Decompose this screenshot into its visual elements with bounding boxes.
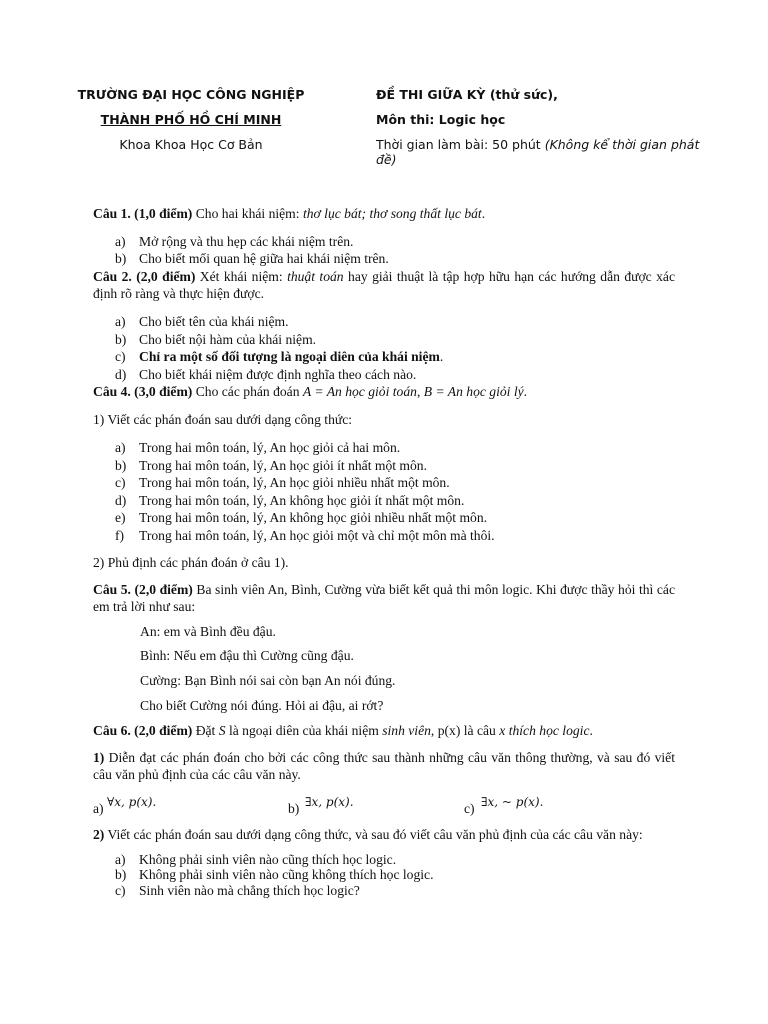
item-text: Cho biết tên của khái niệm.: [139, 314, 289, 329]
question-6: [93, 722, 593, 739]
exam-time: [376, 137, 699, 152]
item-text: Trong hai môn toán, lý, An không học giỏi ít nhất một môn.: [139, 493, 465, 508]
question-6-part-1: [93, 749, 675, 783]
item-text: Không phải sinh viên nào cũng thích học logic.: [139, 852, 397, 867]
question-4-text: Cho các phán đoán: [192, 384, 303, 399]
item-text: Trong hai môn toán, lý, An học giỏi cả hai môn.: [139, 440, 401, 455]
proposition-b: B = An học giỏi lý: [423, 384, 524, 399]
question-6-end: .: [589, 723, 593, 738]
question-4-part-2: 2) Phủ định các phán đoán ở câu 1).: [93, 555, 289, 570]
part-text: Diễn đạt các phán đoán cho bởi các công thức sau thành những câu văn thông thường, và sau đó viết câu văn phủ định của các câu văn này.: [93, 750, 675, 782]
list-item: [115, 527, 495, 544]
part-text: Viết các phán đoán sau dưới dạng công thức, và sau đó viết câu văn phủ định của các câu văn này:: [104, 827, 643, 842]
question-5-heading: Câu 5. (2,0 điểm): [93, 582, 193, 597]
list-item: [115, 457, 427, 474]
formula-label: b): [288, 801, 300, 816]
set-symbol: S: [218, 723, 226, 738]
text-fragment: , p(x) là câu: [430, 723, 500, 738]
exam-time-note: (Không kể thời gian phát: [544, 137, 700, 152]
list-item: [115, 233, 353, 250]
item-text: Trong hai môn toán, lý, An học giỏi nhiều nhất một môn.: [139, 475, 450, 490]
question-5: [93, 581, 675, 615]
exam-subject: Môn thi: Logic học: [376, 112, 506, 127]
item-label: b): [115, 332, 127, 347]
dialogue-line: Cường: Bạn Bình nói sai còn bạn An nói đúng.: [140, 673, 396, 688]
question-4-end: .: [523, 384, 528, 399]
item-label: b): [115, 458, 127, 473]
question-2-concept: thuật toán: [287, 269, 344, 284]
list-item: [115, 439, 400, 456]
list-item: [115, 331, 316, 348]
item-label: d): [115, 367, 127, 382]
item-end: .: [439, 349, 444, 364]
dialogue-line: Bình: Nếu em đậu thì Cường cũng đậu.: [140, 648, 354, 663]
item-text: Trong hai môn toán, lý, An học giỏi một và chỉ một môn mà thôi.: [139, 528, 495, 543]
part-number: 2): [93, 827, 105, 842]
list-item: [115, 866, 433, 883]
question-2-heading: Câu 2. (2,0 điểm): [93, 269, 196, 284]
item-label: f): [115, 528, 125, 543]
item-label: a): [115, 314, 126, 329]
list-item: [115, 492, 464, 509]
item-label: a): [115, 234, 126, 249]
question-4: [93, 383, 527, 400]
dialogue-line: An: em và Bình đều đậu.: [140, 624, 276, 639]
proposition-a: A = An học giỏi toán: [302, 384, 417, 399]
exam-time-label: Thời gian làm bài: 50 phút: [376, 137, 545, 152]
item-text: Không phải sinh viên nào cũng không thích học logic.: [139, 867, 434, 882]
formula-b-expression: [305, 795, 354, 809]
formula-label: c): [464, 801, 475, 816]
formula-label: a): [93, 801, 104, 816]
question-4-part-1: 1) Viết các phán đoán sau dưới dạng công thức:: [93, 412, 353, 427]
list-item: [115, 250, 389, 267]
item-label: a): [115, 440, 126, 455]
item-text: Cho biết khái niệm được định nghĩa theo cách nào.: [139, 367, 417, 382]
question-2-text: Xét khái niệm:: [195, 269, 288, 284]
item-text: Cho biết mối quan hệ giữa hai khái niệm trên.: [139, 251, 389, 266]
item-label: c): [115, 475, 126, 490]
faculty-name: Khoa Khoa Học Cơ Bản: [119, 137, 263, 152]
question-5-text: Ba sinh viên An, Bình, Cường vừa biết kết quả thi môn logic. Khi được thầy hỏi thì các em trả lời như sau:: [93, 582, 675, 614]
list-item: [115, 509, 487, 526]
question-6-heading: Câu 6. (2,0 điểm): [93, 723, 193, 738]
list-item: [115, 882, 360, 899]
formula-end: .: [349, 795, 354, 809]
item-text: Cho biết nội hàm của khái niệm.: [139, 332, 317, 347]
item-label: e): [115, 510, 126, 525]
question-1-concepts: thơ lục bát; thơ song thất lục bát: [302, 206, 482, 221]
item-label: a): [115, 852, 126, 867]
part-number: 1): [93, 750, 105, 765]
item-text: Sinh viên nào mà chẳng thích học logic?: [139, 883, 360, 898]
question-2-text-cont: hay giải thuật là tập hợp hữu hạn các hướng dẫn được xác định rõ ràng và thực hiện được.: [93, 269, 675, 301]
item-label: b): [115, 867, 127, 882]
list-item: [115, 348, 443, 365]
question-6-concept: sinh viên: [382, 723, 431, 738]
question-1-text: Cho hai khái niệm:: [192, 206, 303, 221]
text-fragment: Đặt: [192, 723, 219, 738]
text-fragment: là ngoại diên của khái niệm: [225, 723, 383, 738]
formula-expression: ∃x, ~ p(x): [481, 795, 540, 809]
item-text: Chỉ ra một số đối tượng là ngoại diên của khái niệm: [139, 349, 440, 364]
formula-expression: ∀x, p(x): [107, 795, 153, 809]
formula-end: .: [152, 795, 157, 809]
question-1-end: .: [481, 206, 486, 221]
exam-time-note-cont: đề): [376, 152, 397, 167]
formula-end: .: [539, 795, 544, 809]
list-item: [115, 366, 416, 383]
question-6-part-2: [93, 826, 643, 843]
item-label: b): [115, 251, 127, 266]
formula-a: [93, 800, 104, 817]
school-name-line1: TRƯỜNG ĐẠI HỌC CÔNG NGHIỆP: [77, 87, 305, 102]
question-1: [93, 205, 485, 222]
list-item: [115, 313, 289, 330]
item-text: Mở rộng và thu hẹp các khái niệm trên.: [139, 234, 354, 249]
exam-title: ĐỀ THI GIỮA KỲ (thử sức),: [376, 87, 558, 102]
item-label: c): [115, 349, 126, 364]
list-item: [115, 474, 450, 491]
formula-c-expression: [481, 795, 543, 809]
variable-symbol: x: [499, 723, 506, 738]
formula-b: [288, 800, 299, 817]
formula-c: [464, 800, 475, 817]
school-name-line2: THÀNH PHỐ HỒ CHÍ MINH: [100, 112, 282, 127]
item-text: Trong hai môn toán, lý, An học giỏi ít nhất một môn.: [139, 458, 427, 473]
separator: ,: [416, 384, 424, 399]
question-4-heading: Câu 4. (3,0 điểm): [93, 384, 193, 399]
dialogue-line: Cho biết Cường nói đúng. Hỏi ai đậu, ai rớt?: [140, 698, 384, 713]
question-1-heading: Câu 1. (1,0 điểm): [93, 206, 193, 221]
item-text: Trong hai môn toán, lý, An không học giỏi nhiều nhất một môn.: [139, 510, 488, 525]
question-2: [93, 268, 675, 302]
item-label: c): [115, 883, 126, 898]
formula-expression: ∃x, p(x): [305, 795, 350, 809]
predicate-text: thích học logic: [508, 723, 590, 738]
formula-a-expression: [107, 795, 156, 809]
item-label: d): [115, 493, 127, 508]
